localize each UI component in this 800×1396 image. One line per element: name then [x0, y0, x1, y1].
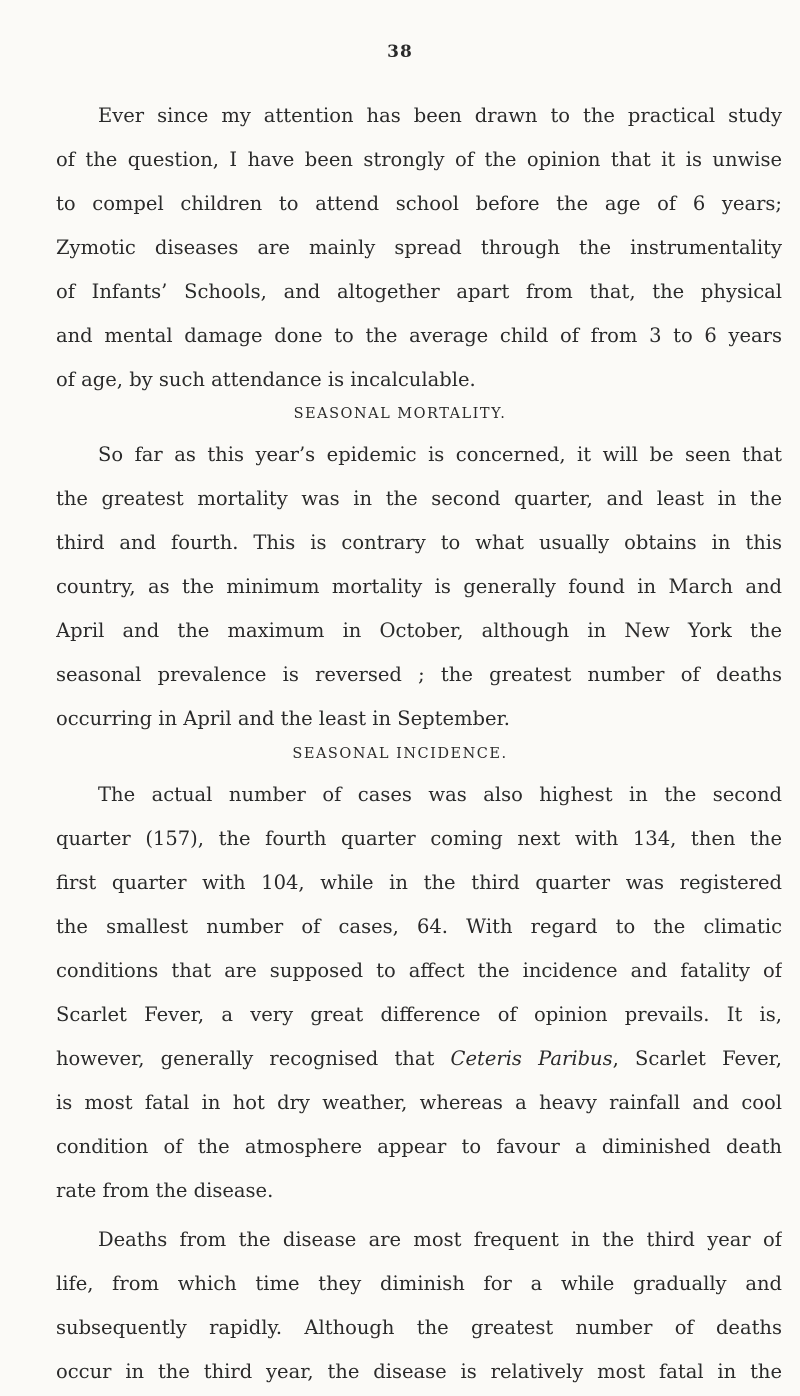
text-line: April and the maximum in October, although in New York the [56, 619, 782, 642]
text-line: country, as the minimum mortality is generally found in March and [56, 575, 782, 598]
text-line: Scarlet Fever, a very great difference of opinion prevails. It is, [56, 1003, 782, 1026]
text-line: Ever since my attention has been drawn to the practical study [98, 104, 782, 127]
text-line: the smallest number of cases, 64. With regard to the climatic [56, 915, 782, 938]
text-line: of Infants’ Schools, and altogether apart from that, the physical [56, 280, 782, 303]
paragraph-seasonal-mortality [56, 433, 782, 741]
paragraph-deaths-by-age [56, 1218, 782, 1394]
text-line: occur in the third year, the disease is relatively most fatal in the [56, 1360, 782, 1383]
text-line: of age, by such attendance is incalculable. [56, 368, 476, 391]
text-line: third and fourth. This is contrary to what usually obtains in this [56, 531, 782, 554]
text-line: and mental damage done to the average child of from 3 to 6 years [56, 324, 782, 347]
text-line: condition of the atmosphere appear to favour a diminished death [56, 1135, 782, 1158]
text-line: subsequently rapidly. Although the greatest number of deaths [56, 1316, 782, 1339]
text-line: occurring in April and the least in September. [56, 707, 510, 730]
heading-seasonal-incidence: SEASONAL INCIDENCE. [292, 746, 508, 762]
latin-phrase: Ceteris Paribus [450, 1047, 613, 1070]
text-line: however, generally recognised that Ceteris Paribus, Scarlet Fever, [56, 1047, 782, 1070]
text-line: conditions that are supposed to affect the incidence and fatality of [56, 959, 782, 982]
text-line: is most fatal in hot dry weather, whereas a heavy rainfall and cool [56, 1091, 782, 1114]
text-line: rate from the disease. [56, 1179, 274, 1202]
paragraph-seasonal-incidence [56, 773, 782, 1213]
text-line: of the question, I have been strongly of the opinion that it is unwise [56, 148, 782, 171]
text-line: first quarter with 104, while in the third quarter was registered [56, 871, 782, 894]
page-number: 38 [387, 42, 413, 62]
paragraph-infant-schools [56, 94, 782, 402]
heading-seasonal-mortality: SEASONAL MORTALITY. [293, 406, 507, 422]
text-line: The actual number of cases was also highest in the second [98, 783, 782, 806]
text-line: So far as this year’s epidemic is concerned, it will be seen that [98, 443, 782, 466]
text-line: seasonal prevalence is reversed ; the greatest number of deaths [56, 663, 782, 686]
text-line: to compel children to attend school before the age of 6 years; [56, 192, 782, 215]
text-line: life, from which time they diminish for a while gradually and [56, 1272, 782, 1295]
text-line: quarter (157), the fourth quarter coming next with 134, then the [56, 827, 782, 850]
text-line: the greatest mortality was in the second quarter, and least in the [56, 487, 782, 510]
text-line: Zymotic diseases are mainly spread through the instrumentality [56, 236, 782, 259]
text-line: Deaths from the disease are most frequent in the third year of [98, 1228, 782, 1251]
